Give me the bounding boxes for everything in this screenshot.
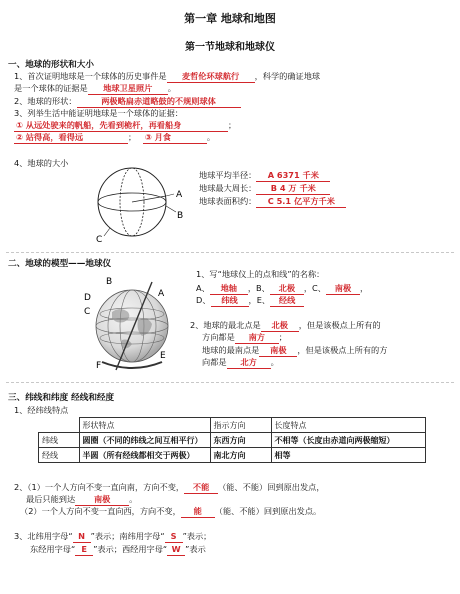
model-label-c: C <box>84 307 91 317</box>
sec3-q2c-text: （2）一个人方向不变一直向西，方向不变， <box>20 506 181 516</box>
sec3-q2a-answer: 不能 <box>184 482 218 494</box>
name-comma-d: ， <box>248 295 257 305</box>
radius-line <box>132 196 166 202</box>
q1a-answer: 麦哲伦环球航行 <box>167 71 255 83</box>
name-answer-a: 地轴 <box>210 283 248 295</box>
q2-answer: 两极略扁赤道略鼓的不规则球体 <box>77 96 241 108</box>
q2-text: 2、地球的形状： <box>14 96 77 106</box>
table-cell: 纬线 <box>39 433 80 448</box>
q3-sep-2: ； <box>128 132 137 142</box>
globe-stand <box>102 362 162 368</box>
lat-long-table <box>38 417 426 463</box>
sec3-q3b-post: ”表示 <box>185 544 206 554</box>
name-comma-c: ， <box>359 283 369 293</box>
q2d-post: 。 <box>270 357 279 367</box>
name-comma-a: ， <box>247 283 257 293</box>
q2a-post: ，但是该极点上所有的 <box>298 320 381 330</box>
sec3-q3a <box>14 531 211 543</box>
size-row-3 <box>199 196 346 208</box>
sec1-heading: 一、地球的形状和大小 <box>8 60 94 70</box>
sec3-q3a-post: ”表示； <box>182 531 212 541</box>
name-key-a: A <box>196 283 202 293</box>
name-answer-e: 经线 <box>270 295 304 307</box>
sec2-heading: 二、地球的模型——地球仪 <box>8 259 112 269</box>
sec2-q1: 1、写“地球仪上的点和线”的名称： <box>196 269 325 279</box>
model-label-b: B <box>106 277 113 287</box>
sec3-q2b-answer: 南极 <box>75 494 129 506</box>
sec3-q2a-text: 2、（1）一个人方向不变一直向南，方向不变， <box>14 482 185 492</box>
sec3-q2b-text: 最后只能到达 <box>26 494 76 504</box>
sec3-q3b-text: 东经用字母“ <box>30 544 76 554</box>
label-c: C <box>96 235 103 244</box>
size-label-1: 地球平均半径： <box>199 170 257 180</box>
table-cell: 圆圈（不同的纬线之间互相平行） <box>79 433 210 448</box>
sec2-names-row2 <box>196 295 304 307</box>
size-label-3: 地球表面积约： <box>199 196 257 206</box>
table-cell: 东西方向 <box>210 433 271 448</box>
table-cell: 半圆（所有经线都相交于两极） <box>79 448 210 463</box>
q1b-text: 是一个球体的证据是 <box>14 83 88 93</box>
sec3-q2b <box>26 494 137 506</box>
pointer-c <box>104 228 110 236</box>
table-cell: 相等 <box>271 448 426 463</box>
name-sep-a: 、 <box>201 283 210 293</box>
sec1-q3-ans2 <box>14 132 215 144</box>
table-cell: 经线 <box>39 448 80 463</box>
name-sep-d: 、 <box>202 295 211 305</box>
sec3-q3b <box>30 544 206 556</box>
pointer-a <box>166 194 174 196</box>
divider-2 <box>6 382 454 383</box>
sec3-sub1: 1、经纬线特点 <box>14 405 69 415</box>
size-row-1 <box>199 170 330 182</box>
sec1-q3: 3、列举生活中能证明地球是一个球体的证据： <box>14 108 183 118</box>
model-label-f: F <box>96 361 102 371</box>
q2b-post: ； <box>278 332 287 342</box>
name-sep-e: 、 <box>261 295 271 305</box>
q1b-post: 。 <box>167 83 176 93</box>
name-key-d: D <box>196 295 203 305</box>
q3-answer-3: ③ 月食 <box>143 132 207 144</box>
name-answer-d: 纬线 <box>211 295 249 307</box>
model-label-d: D <box>84 293 91 303</box>
name-key-b: B <box>256 283 262 293</box>
q3-end: 。 <box>206 132 216 142</box>
q2b-answer: 南方 <box>235 332 279 344</box>
sec3-q3a-text: 3、北纬用字母“ <box>14 531 73 541</box>
sec2-names-row1 <box>196 283 368 295</box>
name-sep-c: 、 <box>317 283 326 293</box>
q1a-text: 1、首次证明地球是一个球体的历史事件是 <box>14 71 167 81</box>
sec3-q3b-answer: E <box>75 544 93 556</box>
sec2-q2c <box>202 345 387 357</box>
size-answer-2: B 4 万 千米 <box>256 183 330 195</box>
sec3-q2c-answer: 能 <box>181 506 215 518</box>
q2c-text: 地球的最南点是 <box>202 345 260 355</box>
q1a-post: ，科学的确证地球 <box>254 71 321 81</box>
sec3-q2c-post: （能、不能）回到原出发点。 <box>214 506 322 516</box>
sec1-q2 <box>14 96 241 108</box>
label-a: A <box>176 190 183 200</box>
earth-size-diagram <box>84 166 194 244</box>
table-header-cell: 指示方向 <box>210 418 271 433</box>
q3-sep-1: ； <box>228 120 237 130</box>
sec3-q2b-post: 。 <box>129 494 138 504</box>
model-label-e: E <box>160 351 166 361</box>
sec3-q2a <box>14 482 325 494</box>
name-answer-c: 南极 <box>326 283 360 295</box>
table-row <box>39 448 426 463</box>
q3-answer-1: ① 从远处驶来的帆船，先看到桅杆，再看船身 <box>14 120 228 132</box>
q1b-answer: 地球卫星照片 <box>88 83 168 95</box>
divider-1 <box>6 252 454 253</box>
table-header-row <box>39 418 426 433</box>
globe-model-diagram <box>82 274 182 374</box>
size-row-2 <box>199 183 330 195</box>
chapter-title: 第一章 地球和地图 <box>184 12 276 25</box>
size-answer-1: A 6371 千米 <box>256 170 330 182</box>
table-row <box>39 433 426 448</box>
sec1-q1a <box>14 71 320 83</box>
sec3-q2c <box>20 506 321 518</box>
sec3-q3a-answer2: S <box>165 531 183 543</box>
q2b-text: 方向都是 <box>202 332 235 342</box>
q2d-text: 向都是 <box>202 357 227 367</box>
sec3-heading: 三、纬线和纬度 经线和经度 <box>8 393 115 403</box>
q2d-answer: 北方 <box>227 357 271 369</box>
sec3-q2a-post: （能、不能）回到原出发点， <box>218 482 325 492</box>
name-sep-b: 、 <box>261 283 270 293</box>
table-cell: 南北方向 <box>210 448 271 463</box>
sec2-q2b <box>202 332 287 344</box>
sec3-q3a-answer: N <box>73 531 91 543</box>
table-header-cell <box>39 418 80 433</box>
name-key-c: C <box>312 283 318 293</box>
q2c-answer: 南极 <box>259 345 297 357</box>
globe-ball <box>96 290 168 362</box>
name-key-e: E <box>256 295 262 305</box>
q3-answer-2: ② 站得高，看得远 <box>14 132 128 144</box>
table-header-cell: 长度特点 <box>271 418 426 433</box>
q2c-post: ，但是该极点上所有的方 <box>297 345 388 355</box>
model-label-a: A <box>158 289 165 299</box>
sec2-q2d <box>202 357 279 369</box>
sec3-q3b-answer2: W <box>167 544 185 556</box>
sec1-q3-ans1 <box>14 120 236 132</box>
sec1-q4: 4、地球的大小 <box>14 158 69 168</box>
sec3-q3a-mid: ”表示；南纬用字母“ <box>90 531 165 541</box>
size-label-2: 地球最大周长： <box>199 183 257 193</box>
name-comma-b: ， <box>303 283 313 293</box>
sec3-q3b-mid: ”表示；西经用字母“ <box>93 544 168 554</box>
sec1-q1b <box>14 83 176 95</box>
label-b: B <box>177 211 184 221</box>
section-title: 第一节地球和地球仪 <box>185 42 275 53</box>
sec2-q2a <box>190 320 381 332</box>
q2a-answer: 北极 <box>261 320 299 332</box>
name-answer-b: 北极 <box>270 283 304 295</box>
table-header-cell: 形状特点 <box>79 418 210 433</box>
table-cell: 不相等（长度由赤道向两极缩短） <box>271 433 426 448</box>
size-answer-3: C 5.1 亿平方千米 <box>256 196 346 208</box>
pointer-b <box>166 206 176 212</box>
q2a-text: 2、地球的最北点是 <box>190 320 261 330</box>
